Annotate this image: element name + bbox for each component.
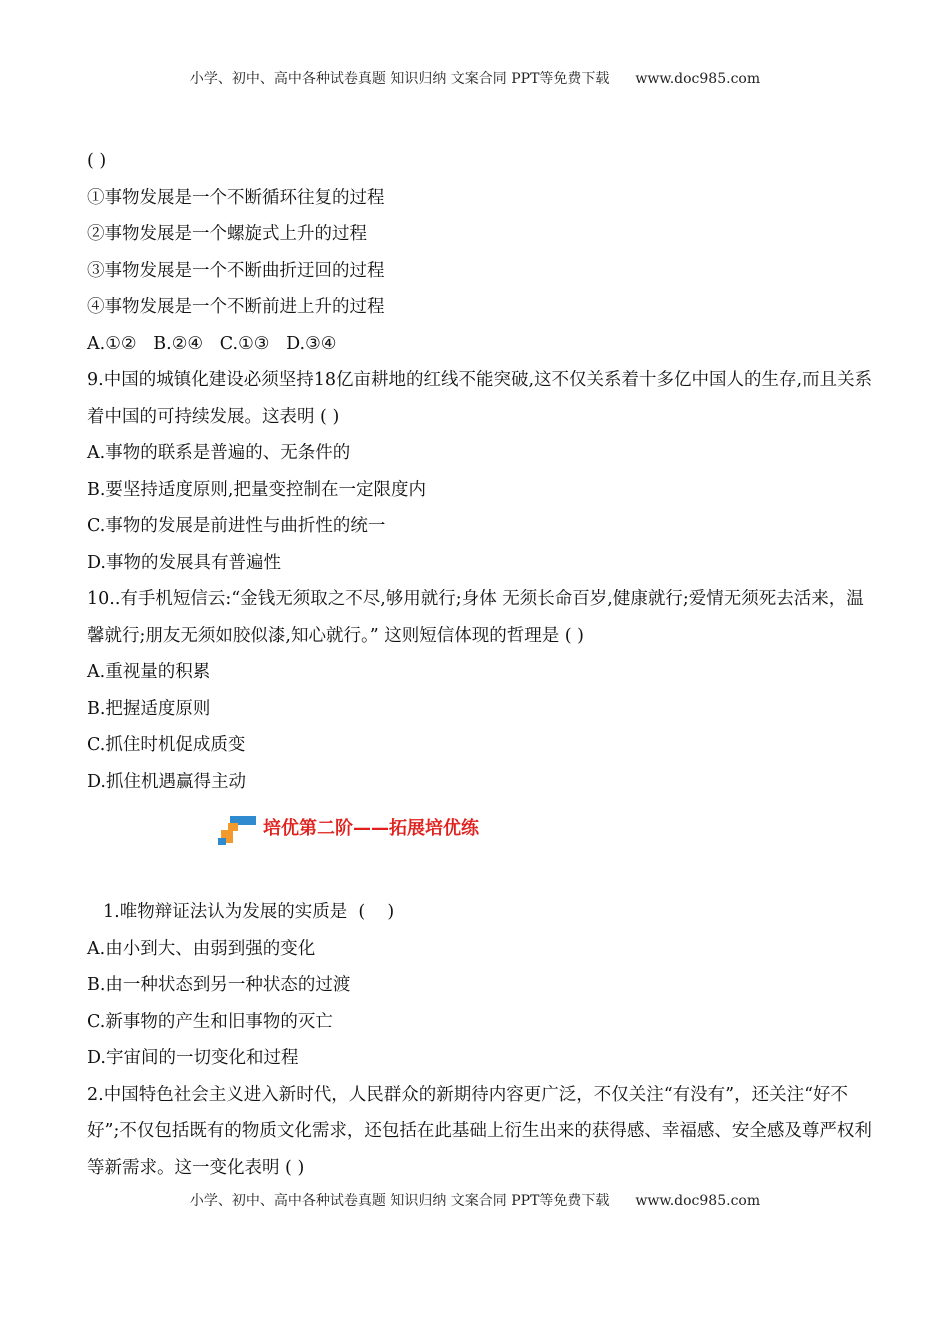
q9-stem: 9.中国的城镇化建设必须坚持18亿亩耕地的红线不能突破,这不仅关系着十多亿中国人的生存,而且关系着中国的可持续发展。这表明 ( ) [87,370,873,427]
footer-url[interactable]: www.doc985.com [635,1193,761,1209]
q8-item: ②事物发展是一个螺旋式上升的过程 [87,224,367,244]
header-url[interactable]: www.doc985.com [635,71,761,87]
q10-option: B.把握适度原则 [87,698,211,719]
q10-option: D.抓住机遇赢得主动 [87,771,246,792]
q8-bracket: ( ) [87,151,107,171]
s2-stem: 2.中国特色社会主义进入新时代，人民群众的新期待内容更广泛，不仅关注“有没有”，还关注“好不好”;不仅包括既有的物质文化需求，还包括在此基础上衍生出来的获得感、幸福感、安全感及尊严权利等新需求。这一变化表明 ( ) [87,1084,872,1178]
document-body [87,143,877,1186]
q8-options: A.①② B.②④ C.①③ D.③④ [87,333,337,354]
s1-option: B.由一种状态到另一种状态的过渡 [87,975,351,995]
footer-text: 小学、初中、高中各种试卷真题 知识归纳 文案合同 PPT等免费下载 [189,1193,610,1209]
page-header [0,68,950,88]
section-banner [87,806,877,854]
q9-option: C.事物的发展是前进性与曲折性的统一 [87,516,386,536]
q10-option: C.抓住时机促成质变 [87,735,246,755]
s1-stem: 1.唯物辩证法认为发展的实质是 ( ) [103,902,395,922]
s1-option: D.宇宙间的一切变化和过程 [87,1048,299,1068]
q9-option: A.事物的联系是普遍的、无条件的 [87,443,351,463]
q8-item: ③事物发展是一个不断曲折迂回的过程 [87,260,385,281]
page-footer [0,1190,950,1210]
q10-stem: 10..有手机短信云:“金钱无须取之不尽,够用就行;身体 无须长命百岁,健康就行;爱情无须死去活来，温馨就行;朋友无须如胶似漆,知心就行。” 这则短信体现的哲理是 ( ) [87,589,864,646]
stacked-blocks-icon [218,816,260,846]
q9-option: D.事物的发展具有普遍性 [87,552,281,573]
s1-option: A.由小到大、由弱到强的变化 [87,938,316,959]
q9-option: B.要坚持适度原则,把量变控制在一定限度内 [87,479,426,500]
section-title: 培优第二阶——拓展培优练 [263,818,479,839]
q8-item: ④事物发展是一个不断前进上升的过程 [87,297,385,317]
q8-item: ①事物发展是一个不断循环往复的过程 [87,187,385,208]
s1-option: C.新事物的产生和旧事物的灭亡 [87,1011,333,1032]
header-text: 小学、初中、高中各种试卷真题 知识归纳 文案合同 PPT等免费下载 [189,71,610,87]
q10-option: A.重视量的积累 [87,662,211,682]
